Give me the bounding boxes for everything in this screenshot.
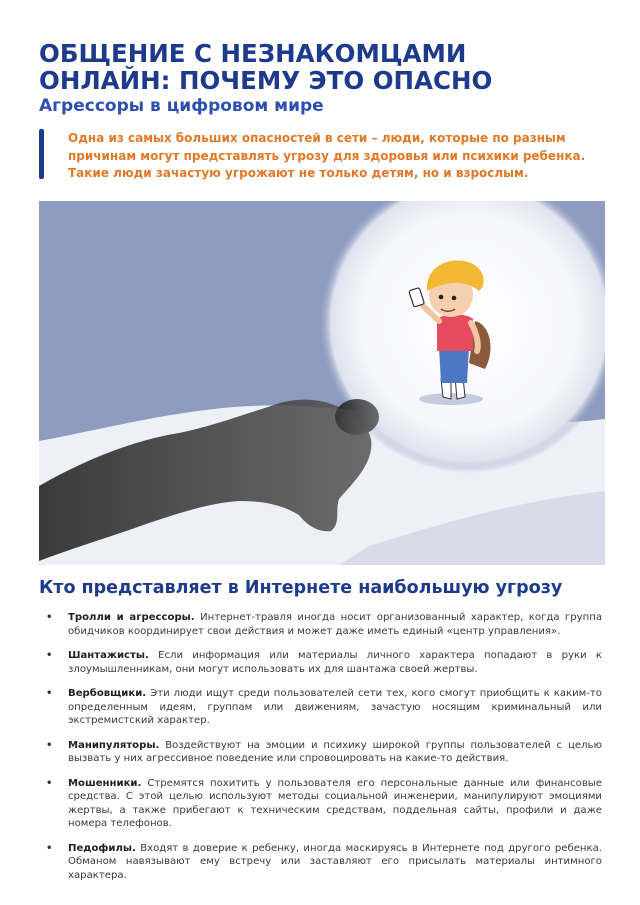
bullet-icon: • bbox=[46, 739, 53, 751]
threat-name: Манипуляторы. bbox=[68, 739, 160, 751]
bullet-icon: • bbox=[46, 842, 53, 854]
threat-name: Шантажисты. bbox=[68, 650, 149, 661]
threat-item-trolls bbox=[46, 611, 602, 638]
page-title-line-2: ОНЛАЙН: ПОЧЕМУ ЭТО ОПАСНО bbox=[39, 66, 493, 95]
page-title-line-1: ОБЩЕНИЕ С НЕЗНАКОМЦАМИ bbox=[39, 39, 467, 68]
threat-description: Если информация или материалы личного характера попадают в руки к злоумышленникам, они могут использовать их для шантажа своей жертвы. bbox=[68, 650, 602, 675]
threat-item-blackmailers bbox=[46, 649, 602, 676]
bullet-icon: • bbox=[46, 612, 53, 623]
threat-item-manipulators bbox=[46, 739, 602, 766]
lead-paragraph: Одна из самых больших опасностей в сети – люди, которые по разным причинам могут представлять угрозу для здоровья или психики ребенка. Такие люди зачастую угрожают не только детям, но и взрослым. bbox=[68, 131, 586, 180]
threat-description: Эти люди ищут среди пользователей сети тех, кого смогут приобщить к каким-то определенным идеям, группам или движениям, зачастую носящим криминальный или экстремистский характер. bbox=[68, 688, 602, 726]
threat-item-fraudsters bbox=[46, 777, 602, 831]
threat-name: Вербовщики. bbox=[68, 688, 147, 699]
threat-name: Мошенники. bbox=[68, 777, 142, 789]
threat-name: Педофилы. bbox=[68, 842, 136, 854]
bullet-icon: • bbox=[46, 650, 53, 661]
page-subtitle: Агрессоры в цифровом мире bbox=[39, 96, 324, 116]
illustration-boy-and-shadow bbox=[39, 201, 605, 565]
threat-description: Интернет-травля иногда носит организованный характер, когда группа обидчиков координирует свои действия и может даже иметь единый «центр управления». bbox=[68, 612, 603, 637]
bullet-icon: • bbox=[46, 777, 53, 789]
threat-name: Тролли и агрессоры. bbox=[68, 612, 195, 623]
threat-description: Входят в доверие к ребенку, иногда маскируясь в Интернете под другого ребенка. Обманом навязывают ему встречу или заставляют его присылать материалы интимного характера. bbox=[68, 842, 602, 881]
section-title: Кто представляет в Интернете наибольшую угрозу bbox=[39, 578, 563, 598]
threat-item-recruiters bbox=[46, 687, 602, 728]
threat-description: Стремятся похитить у пользователя его персональные данные или финансовые средства. С этой целью используют методы социальной инженерии, манипулируют эмоциями жертвы, а также прибегают к техническим средствам, поддельная сайты, профили и даже номера телефонов. bbox=[68, 777, 602, 829]
bullet-icon: • bbox=[46, 688, 53, 699]
threat-description: Воздействуют на эмоции и психику широкой группы пользователей с целью вызвать у них агрессивное поведение или спровоцировать на какие-то действия. bbox=[68, 739, 602, 764]
page-title bbox=[39, 40, 599, 94]
lead-accent-bar bbox=[39, 129, 44, 179]
threat-list bbox=[46, 611, 602, 893]
threat-item-pedophiles bbox=[46, 842, 602, 883]
